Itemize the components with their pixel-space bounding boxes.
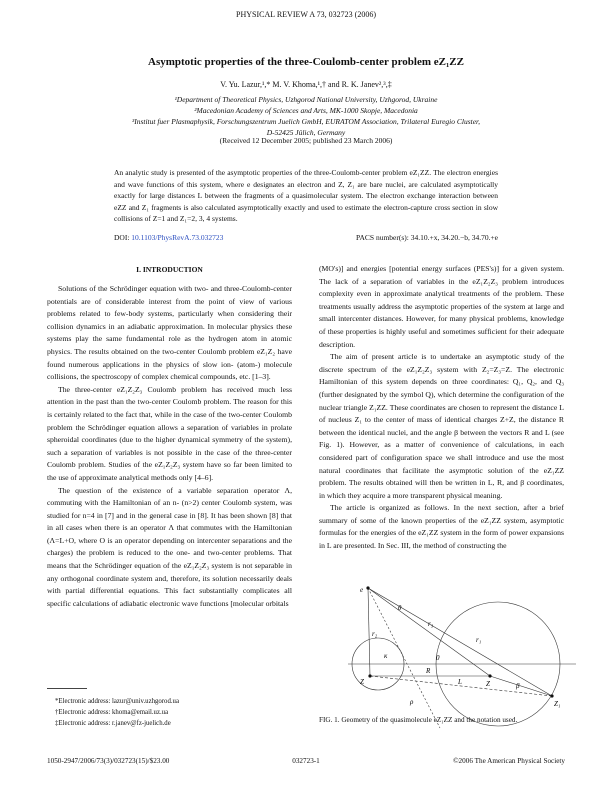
affiliation-2: ²Macedonian Academy of Sciences and Arts, MK-1000 Skopje, Macedonia — [194, 106, 418, 115]
footer-issn: 1050-2947/2006/73(3)/032723(15)/$23.00 — [47, 757, 170, 765]
label-R: R — [426, 667, 431, 675]
footnote-2: †Electronic address: khoma@email.uz.ua — [55, 708, 169, 716]
nucleus-z-right — [488, 674, 491, 677]
footer-page-number: 032723-1 — [292, 757, 320, 765]
doi-link[interactable]: 10.1103/PhysRevA.73.032723 — [131, 233, 224, 242]
figure-caption: FIG. 1. Geometry of the quasimolecule eZ₁ZZ and the notation used. — [319, 716, 518, 724]
label-rho: ρ — [410, 698, 414, 706]
r3-line — [368, 588, 490, 676]
r2-line — [368, 588, 370, 676]
footer-copyright: ©2006 The American Physical Society — [453, 757, 565, 765]
label-kappa: κ — [384, 652, 388, 660]
footnote-divider — [47, 688, 87, 689]
abstract: An analytic study is presented of the asymptotic properties of the three-Coulomb-center problem eZ₁ZZ. The electron energies and wave functions of this system, where e designates an electron and Z, Z₁ are bare nuclei, are calculated asymptotically exactly for large distances L between the fragments of a quasimolecular system. The electron exchange interaction between eZZ and Z₁ fragments is also calculated asymptotically exactly and used to estimate the electron-capture cross section in slow collisions of Z=1 and Z₁=2, 3, 4 systems. — [114, 168, 498, 223]
label-origin: 0 — [436, 654, 440, 662]
label-z-right: Z — [486, 680, 490, 688]
affiliation-3-cont: D-52425 Jülich, Germany — [266, 128, 346, 137]
paragraph: The question of the existence of a variable separation operator Λ, commuting with the Hamiltonian of an n- (n>2) center Coulomb system, was studied for n=4 in [7] and in the general case in [8]. It has been shown [8] that in all cases when there is an operator Λ that commutes with the Hamiltonian (Λ=L+O, where O is an operator depending on intercenter separations and the charges) the problem is reduced to the one- and two-center problems. That means that the Schrödinger equation of the eZ₁Z₂Z₃ system is not separable in any orthogonal coordinate system and, therefore, its solution necessarily deals with partial differential equations. This fact substantially complicates all specific calculations of adiabatic electronic wave functions [molecular orbitals — [47, 485, 292, 608]
label-r3: r₃ — [428, 620, 434, 628]
affiliation-3: ³Institut fuer Plasmaphysik, Forschungszentrum Juelich GmbH, EURATOM Association, Trilateral Euregio Cluster, — [131, 117, 481, 126]
section-heading: I. INTRODUCTION — [136, 265, 203, 274]
geometry-figure — [340, 580, 580, 756]
paragraph: Solutions of the Schrödinger equation with two- and three-Coulomb-center potentials are of considerable interest from the point of view of various problems related to few-body systems, particularly when considering their collision dynamics in an adiabatic approximation. In molecular physics these systems play the same fundamental role as the hydrogen atom in atomic physics. The results obtained on the two-center Coulomb problem eZ₁Z₂ have found numerous applications in the physics of slow ion- (atom-) molecule collisions, the spectroscopy of complex chemical compounds, etc. [1–3]. — [47, 284, 292, 382]
nucleus-z1 — [550, 694, 553, 697]
paragraph: The three-center eZ₁Z₂Z₃ Coulomb problem has received much less attention in the past than the two-center Coulomb problem. The reason for this is certainly related to the fact that, while in the case of the two-center Coulomb problem the Schrödinger equation allows a separation of variables in prolate spheroidal coordinates (due to the higher dynamical symmetry of the system), such a separation of variables is not possible in the case of the three-center Coulomb problem. Studies of the eZ₁Z₂Z₃ system have so far been limited to the use of approximate analytical methods only [4–6]. — [47, 384, 292, 482]
right-column — [319, 263, 564, 553]
nucleus-z-left — [368, 674, 371, 677]
label-e: e — [360, 586, 364, 594]
left-column — [47, 283, 292, 610]
journal-header: PHYSICAL REVIEW A 73, 032723 (2006) — [236, 10, 376, 19]
footnotes — [47, 697, 292, 729]
label-r2: r₂ — [372, 630, 378, 638]
paragraph: (MO's)] and energies [potential energy surfaces (PES's)] for a given system. The lack of a separation of variables in the eZ₁Z₂Z₃ problem introduces complexity even in approximate analytical treatments of the problem. These treatments usually address the asymptotic properties of the system at large and small intercenter distances. However, for many physical problems, knowledge of these properties is highly useful and sometimes sufficient for their adequate description. — [319, 264, 564, 349]
paragraph: The article is organized as follows. In the next section, after a brief summary of some of the known properties of the eZ₁ZZ system, asymptotic formulas for the energies of the eZ₁ZZ system in the form of power expansions in L are presented. In Sec. III, the method of constructing the — [319, 503, 564, 551]
label-theta: θ — [398, 604, 402, 612]
paragraph: The aim of present article is to undertake an asymptotic study of the discrete spectrum of the eZ₁Z₂Z₃ system with Z₂=Z₃=Z. The electronic Hamiltonian of this system depends on three coordinates: Q₁, Q₂, and Q₃ (further designated by the symbol Q), which determine the configuration of the nuclear triangle Z₁ZZ. These coordinates are chosen to represent the distance L of nucleus Z₁ to the center of mass of identical charges Z+Z, the distance R between the identical nuclei, and the angle β between the vectors R and L (see Fig. 1). However, as a matter of convenience of calculations, in each considered part of configuration space we shall introduce and use the most natural coordinates that facilitate the asymptotic solution of the eZ₁ZZ problem. The results obtained will then be written in L, R, and β coordinates, in which they acquire a more transparent physical meaning. — [319, 352, 564, 500]
z1-z-line — [490, 676, 552, 696]
label-r1: r₁ — [476, 636, 482, 644]
label-z1: Z₁ — [554, 700, 561, 708]
footnote-3: ‡Electronic address: r.janev@fz-juelich.de — [55, 719, 171, 727]
pacs-numbers: PACS number(s): 34.10.+x, 34.20.−b, 34.70.+e — [356, 233, 498, 242]
label-beta: β — [516, 682, 520, 690]
label-z-left: Z — [360, 678, 364, 686]
affiliation-1: ¹Department of Theoretical Physics, Uzhgorod National University, Uzhgorod, Ukraine — [174, 95, 438, 104]
doi-label: DOI: — [114, 233, 130, 242]
label-L: L — [458, 678, 462, 686]
paper-title: Asymptotic properties of the three-Coulomb-center problem eZ₁ZZ — [148, 56, 464, 68]
author-list: V. Yu. Lazur,¹,* M. V. Khoma,¹,† and R. K. Janev²,³,‡ — [220, 80, 392, 89]
footnote-1: *Electronic address: lazur@univ.uzhgorod.ua — [55, 698, 179, 705]
doi-line — [114, 233, 223, 242]
electron-point — [366, 586, 369, 589]
received-dates: (Received 12 December 2005; published 23 March 2006) — [219, 136, 393, 145]
